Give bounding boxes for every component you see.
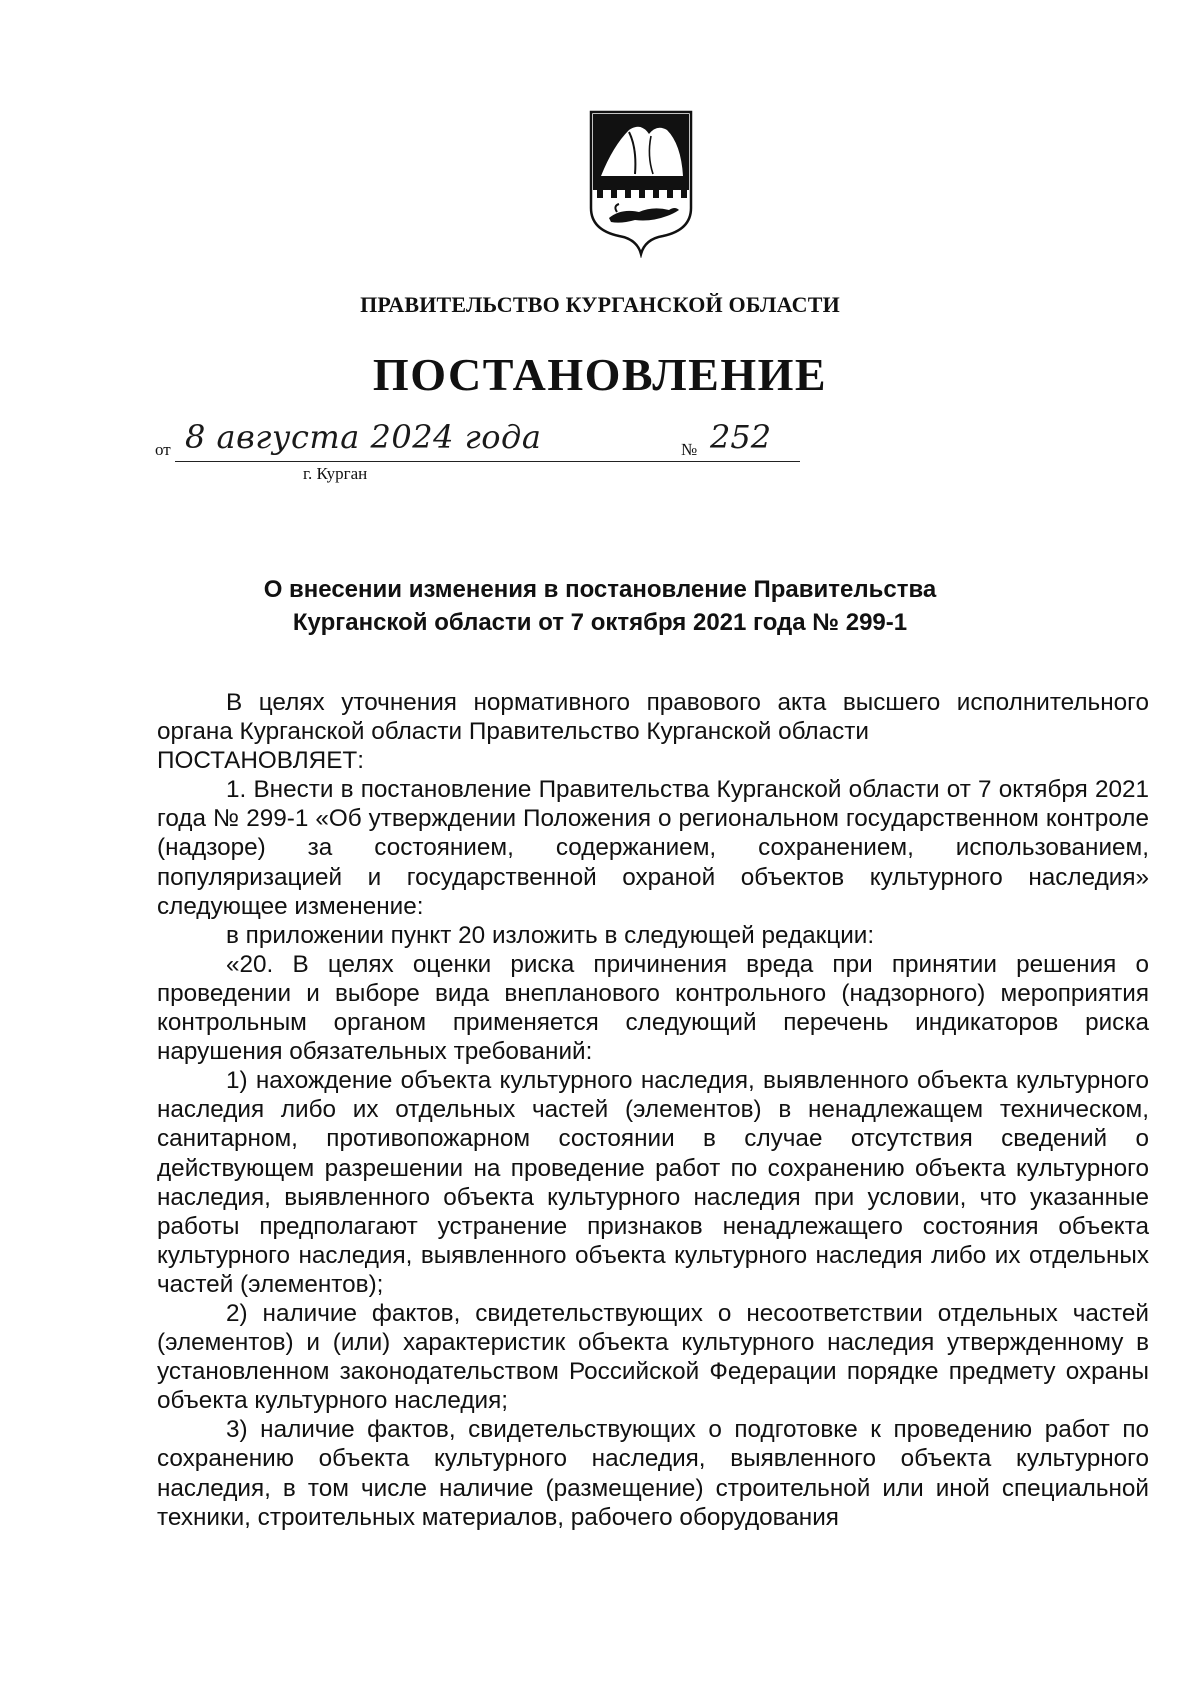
decree-body bbox=[157, 688, 1149, 1532]
paragraph-indicator-2: 2) наличие фактов, свидетельствующих о несоответствии отдельных частей (элементов) и (или) характеристик объекта культурного наследия утвержденному в установленном законодательством Российской Федерации порядке предмету охраны объекта культурного наследия; bbox=[157, 1299, 1149, 1415]
paragraph-clause-20: «20. В целях оценки риска причинения вреда при принятии решения о проведении и выборе вида внепланового контрольного (надзорного) мероприятия контрольным органом применяется следующий перечень индикаторов риска нарушения обязательных требований: bbox=[157, 950, 1149, 1066]
paragraph-item-1: 1. Внести в постановление Правительства Курганской области от 7 октября 2021 года № 299-1 «Об утверждении Положения о региональном государственном контроле (надзоре) за состоянием, содержанием, сохранением, использованием, популяризацией и государственной охраной объектов культурного наследия» следующее изменение: bbox=[157, 776, 1149, 920]
handwritten-date: 8 августа 2024 года bbox=[185, 418, 542, 456]
paragraph-resolves: ПОСТАНОВЛЯЕТ: bbox=[157, 747, 365, 775]
subject-line-2: Курганской области от 7 октября 2021 года № 299-1 bbox=[292, 609, 908, 636]
number-label: № bbox=[681, 440, 698, 459]
paragraph-indicator-3: 3) наличие фактов, свидетельствующих о подготовке к проведению работ по сохранению объекта культурного наследия, выявленного объекта культурного наследия, в том числе наличие (размещение) строительной или иной специальной техники, строительных материалов, рабочего оборудования bbox=[157, 1416, 1149, 1531]
dateline-underline bbox=[175, 461, 800, 462]
coat-of-arms-icon bbox=[587, 108, 695, 258]
paragraph-appendix-note: в приложении пункт 20 изложить в следующей редакции: bbox=[226, 921, 875, 949]
government-title: ПРАВИТЕЛЬСТВО КУРГАНСКОЙ ОБЛАСТИ bbox=[360, 292, 840, 317]
city-label: г. Курган bbox=[303, 464, 368, 483]
decree-subject bbox=[0, 573, 1200, 639]
dateline bbox=[155, 418, 772, 483]
document-type-title: ПОСТАНОВЛЕНИЕ bbox=[372, 349, 828, 400]
paragraph-indicator-1: 1) нахождение объекта культурного наследия, выявленного объекта культурного наследия либо их отдельных частей (элементов) в ненадлежащем техническом, санитарном, противопожарном состоянии в случае отсутствия сведений о действующем разрешении на проведение работ по сохранению объекта культурного наследия, выявленного объекта культурного наследия при условии, что указанные работы предполагают устранение признаков ненадлежащего состояния объекта культурного наследия, выявленного объекта культурного наследия либо их отдельных частей (элементов); bbox=[157, 1067, 1149, 1298]
paragraph-preamble: В целях уточнения нормативного правового акта высшего исполнительного органа Курганской области Правительство Курганской области bbox=[157, 689, 1149, 746]
subject-line-1: О внесении изменения в постановление Правительства bbox=[263, 576, 937, 603]
handwritten-number: 252 bbox=[710, 418, 772, 456]
from-label: от bbox=[155, 440, 171, 459]
